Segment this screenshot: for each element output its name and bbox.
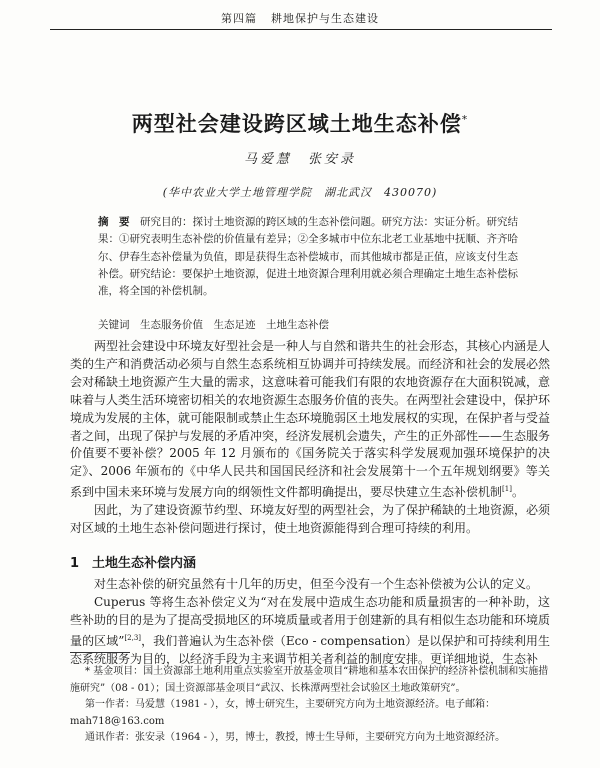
abstract-text: 研究目的：探讨土地资源的跨区域的生态补偿问题。研究方法：实证分析。研究结果：①研究表明生态补偿的价值量有差异；②全多城市中位东北老工业基地中抚顺、齐齐哈尔、伊春生态补偿量为负值，即是获得生态补偿城市，而其他城市都是正值，应该支付生态补偿。研究结论：要保护土地资源，促进土地资源合理利用就必须合理确定土地生态补偿标准，将全国的补偿机制。 (98, 216, 518, 298)
title-footnote-mark: * (461, 113, 469, 126)
intro-paragraph-1-text: 两型社会建设中环境友好型社会是一种人与自然和谐共生的社会形态，其核心内涵是人类的生产和消费活动必须与自然生态系统相互协调并可持续发展。而经济和社会的发展必然会对稀缺土地资源产生大量的需求，这意味着可能我们有限的农地资源存在大面积锐减，意味着与人类生活环境密切相关的农地资源生态服务价值的丧失。在两型社会建设中，保护环境成为发展的主体，就可能限制或禁止生态环境脆弱区土地发展权的实现，在保护者与受益者之间，出现了保护与发展的矛盾冲突，经济发展机会遗失，产生的正外部性——生态服务价值要不要补偿？2005 年 12 月颁布的《国务院关于落实科学发展观加强环境保护的决定》、2006 年颁布的《中华人民共和国国民经济和社会发展第十一个五年规划纲要》等关系到中国未来环境与发展方向的纲领性文件都明确提出，要尽快建立生态补偿机制 (70, 339, 551, 500)
section-1-body (70, 576, 550, 669)
paper-title (0, 108, 600, 138)
keywords (98, 317, 518, 332)
footnote-rule (70, 652, 130, 653)
section-heading-1 (70, 552, 196, 571)
footnote-email: mah718@163.com (70, 715, 165, 727)
paper-title-text: 两型社会建设跨区域土地生态补偿 (131, 112, 462, 136)
abstract (98, 214, 518, 300)
keywords-text: 生态服务价值 生态足迹 土地生态补偿 (140, 319, 329, 331)
intro-citation: [1] (502, 485, 512, 494)
running-header (0, 10, 600, 26)
footnotes (70, 664, 550, 747)
authors: 马爱慧 张安录 (243, 152, 356, 167)
section-number: 1 (70, 556, 80, 571)
intro-paragraph-2: 因此，为了建设资源节约型、环境友好型的两型社会，为了保护稀缺的土地资源，必须对区域的土地生态补偿问题进行探讨，使土地资源能得到合理可持续的利用。 (70, 503, 551, 536)
header-rule (50, 29, 552, 30)
section-1-paragraph-2-text: Cuperus 等将生态补偿定义为“对在发展中造成生态功能和质量损害的一种补助，这些补助的目的是为了提高受损地区的环境质量或者用于创建新的具有相似生态功能和环境质量的区域” (70, 594, 551, 648)
section-1-paragraph-1: 对生态补偿的研究虽然有十几年的历史，但至今没有一个生态补偿被为公认的定义。 (94, 577, 539, 591)
keywords-label: 关键词 (98, 319, 130, 331)
abstract-label: 摘 要 (98, 216, 130, 228)
affiliation: (华中农业大学土地管理学院 湖北武汉 430070) (162, 186, 438, 199)
intro-paragraph-1 (70, 338, 550, 502)
footnote-first-author: 第一作者：马爱慧（1981 - ），女，博士研究生，主要研究方向为土地资源经济。电子邮箱： (85, 699, 496, 710)
section-1-citation: [2,3] (124, 633, 142, 642)
section-title: 土地生态补偿内涵 (92, 556, 197, 571)
header-topic: 耕地保护与生态建设 (271, 12, 379, 25)
section-1-paragraph-2-cont: ，我们普遍认为生态补偿（Eco - compensation）是以保护和可持续利用生态系统服务为目的，以经济手段为主来调节相关者利益的制度安排。更详细地说，生态补 (70, 633, 550, 666)
footnote-funding: * 基金项目：国土资源部土地利用重点实验室开放基金项目“耕地和基本农田保护的经济补偿机制和实施措施研究”（08 - 01）；国土资源部基金项目“武汉、长株潭两型社会试验区土地政策研究”。 (70, 666, 549, 694)
footnote-corresponding-author: 通讯作者：张安录（1964 - ），男，博士，教授，博士生导师，主要研究方向为土地资源经济。 (85, 732, 506, 743)
introduction (70, 338, 550, 538)
intro-paragraph-1-end: 。 (511, 485, 524, 500)
header-chapter: 第四篇 (221, 12, 257, 25)
section-1-paragraph-2 (70, 594, 550, 669)
